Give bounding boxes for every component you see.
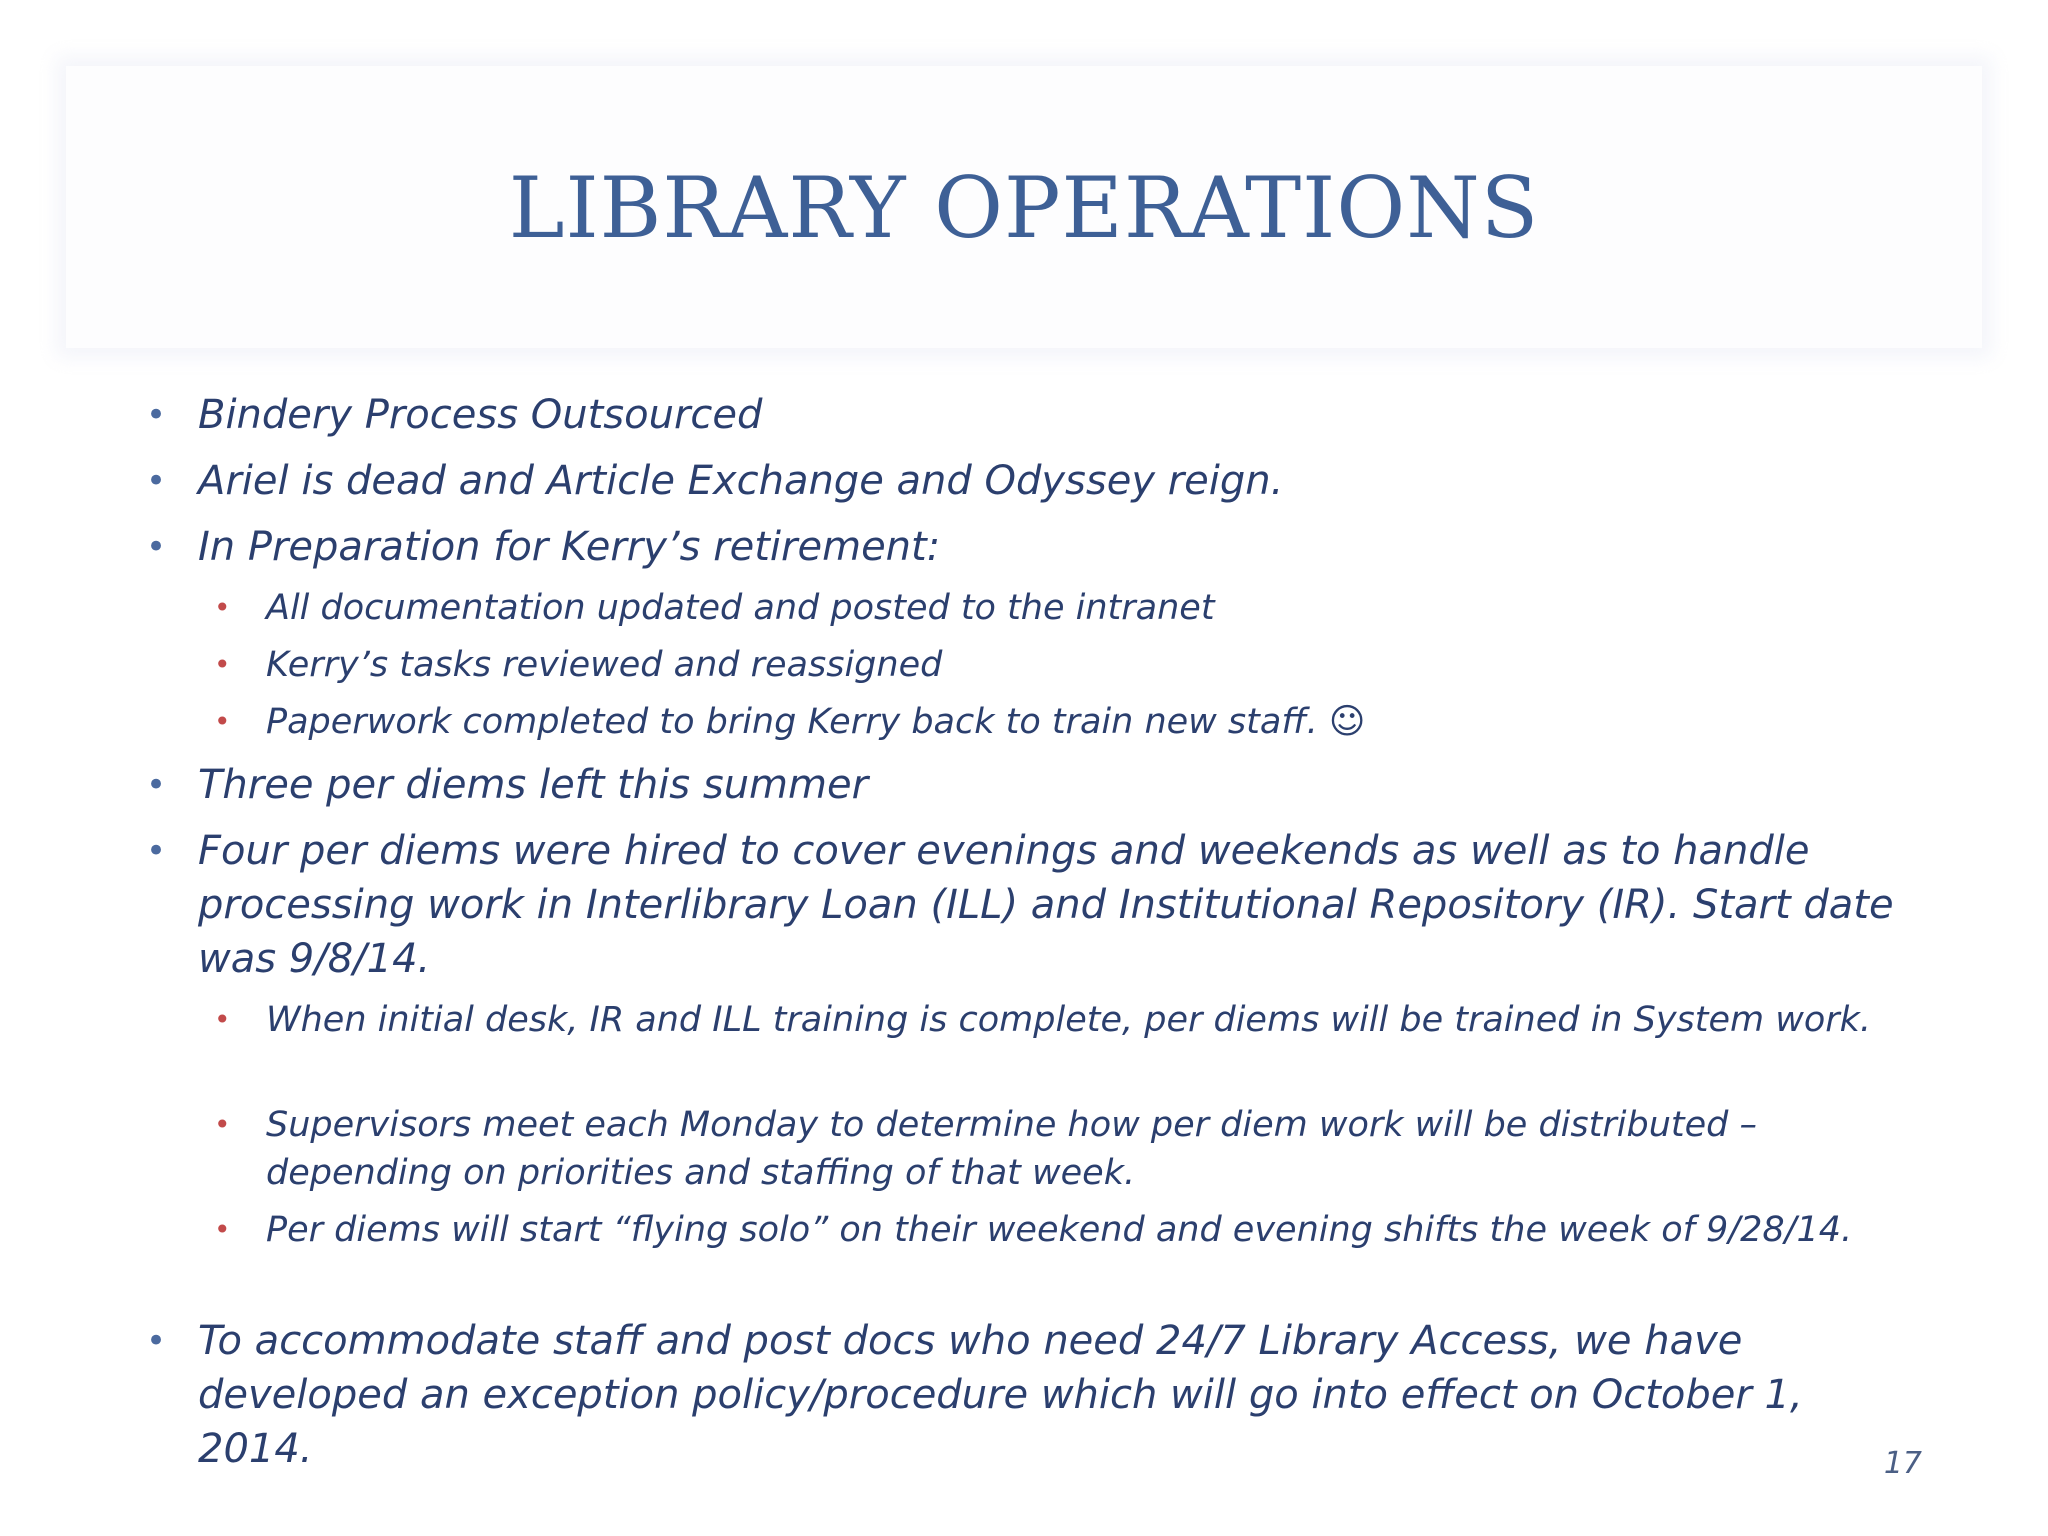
bullet-dot-icon: • (146, 831, 167, 871)
sub-bullet-dot-icon: • (214, 1213, 231, 1246)
sub-bullet-item: Supervisors meet each Monday to determine how per diem work will be distributed – depending on priorities and staffing of that week. (266, 1105, 1757, 1193)
sub-bullet-dot-icon: • (214, 648, 231, 681)
page-number: 17 (1883, 1446, 1922, 1481)
sub-bullet-item: Kerry’s tasks reviewed and reassigned (266, 645, 943, 685)
bullet-item: In Preparation for Kerry’s retirement: (198, 524, 941, 570)
bullet-item: To accommodate staff and post docs who need 24/7 Library Access, we have developed an exception policy/procedure which will go into effect on October 1, 2014. (198, 1318, 1803, 1472)
bullet-item: Four per diems were hired to cover evenings and weekends as well as to handle processing work in Interlibrary Loan (ILL) and Institutional Repository (IR). Start date was 9/8/14. (198, 828, 1894, 982)
bullet-item: Three per diems left this summer (198, 762, 869, 808)
sub-bullet-dot-icon: • (214, 1108, 231, 1141)
bullet-item: Ariel is dead and Article Exchange and Odyssey reign. (198, 458, 1284, 504)
bullet-dot-icon: • (146, 395, 167, 435)
slide-title: LIBRARY OPERATIONS (508, 159, 1540, 257)
sub-bullet-item: Paperwork completed to bring Kerry back to train new staff. ☺ (266, 702, 1366, 742)
sub-bullet-dot-icon: • (214, 1003, 231, 1036)
bullet-dot-icon: • (146, 765, 167, 805)
sub-bullet-dot-icon: • (214, 591, 231, 624)
bullet-dot-icon: • (146, 461, 167, 501)
sub-bullet-item: Per diems will start “flying solo” on their weekend and evening shifts the week of 9/28/14. (266, 1210, 1853, 1250)
sub-bullet-item: When initial desk, IR and ILL training is complete, per diems will be trained in System work. (266, 1000, 1872, 1040)
sub-bullet-item: All documentation updated and posted to the intranet (266, 588, 1215, 628)
bullet-dot-icon: • (146, 1321, 167, 1361)
sub-bullet-dot-icon: • (214, 705, 231, 738)
bullet-item: Bindery Process Outsourced (198, 392, 763, 438)
bullet-dot-icon: • (146, 527, 167, 567)
